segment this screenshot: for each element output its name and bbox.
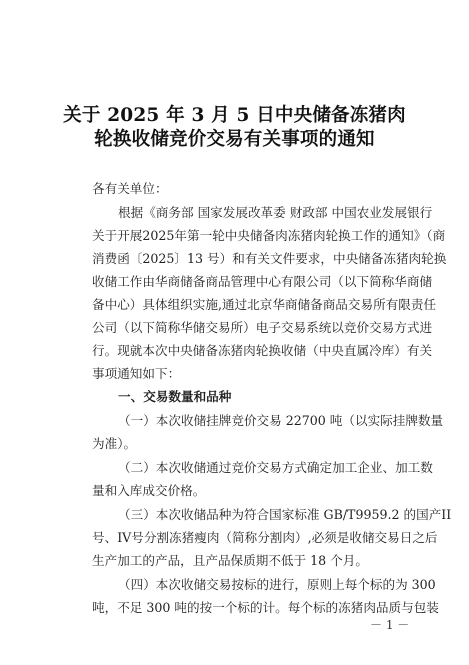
body-line: 事项通知如下： bbox=[92, 366, 181, 381]
item-line: 量和入库成交价格。 bbox=[92, 483, 206, 498]
body-line: 备中心）具体组织实施,通过北京华商储备商品交易所有限责任 bbox=[92, 297, 437, 312]
document-title-line-2: 轮换收储竞价交易有关事项的通知 bbox=[94, 129, 375, 150]
page-number: － 1 － bbox=[370, 618, 410, 632]
item-line: （一）本次收储挂牌竞价交易 22700 吨（以实际挂牌数量 bbox=[118, 413, 444, 428]
item-line: 吨，不足 300 吨的按一个标的计。每个标的冻猪肉品质与包装 bbox=[92, 600, 439, 615]
item-line: 生产加工的产品，且产品保质期不低于 18 个月。 bbox=[92, 553, 368, 568]
body-line: 关于开展2025年第一轮中央储备肉冻猪肉轮换工作的通知》（商 bbox=[92, 228, 446, 243]
salutation: 各有关单位： bbox=[92, 181, 168, 196]
body-line: 收储工作由华商储备商品管理中心有限公司（以下简称华商储 bbox=[92, 274, 433, 289]
body-line: 行。现就本次中央储备冻猪肉轮换收储（中央直属冷库）有关 bbox=[92, 343, 433, 358]
item-line: （二）本次收储通过竞价交易方式确定加工企业、加工数 bbox=[118, 460, 433, 475]
body-line: 根据《商务部 国家发展改革委 财政部 中国农业发展银行 bbox=[118, 205, 433, 220]
item-line: 为准）。 bbox=[92, 436, 137, 451]
body-line: 公司（以下简称华储交易所）电子交易系统以竞价交易方式进 bbox=[92, 320, 433, 335]
item-line: （三）本次收储品种为符合国家标准 GB/T9959.2 的国产II bbox=[118, 507, 452, 522]
item-line: 号、IV号分割冻猪瘦肉（简称分割肉）,必须是收储交易日之后 bbox=[92, 530, 438, 545]
document-title-line-1: 关于 2025 年 3 月 5 日中央储备冻猪肉 bbox=[63, 105, 406, 126]
section-heading: 一、交易数量和品种 bbox=[118, 389, 232, 404]
body-line: 消费函〔2025〕13 号）和有关文件要求，中央储备冻猪肉轮换 bbox=[92, 251, 447, 266]
item-line: （四）本次收储交易按标的进行，原则上每个标的为 300 bbox=[118, 577, 436, 592]
